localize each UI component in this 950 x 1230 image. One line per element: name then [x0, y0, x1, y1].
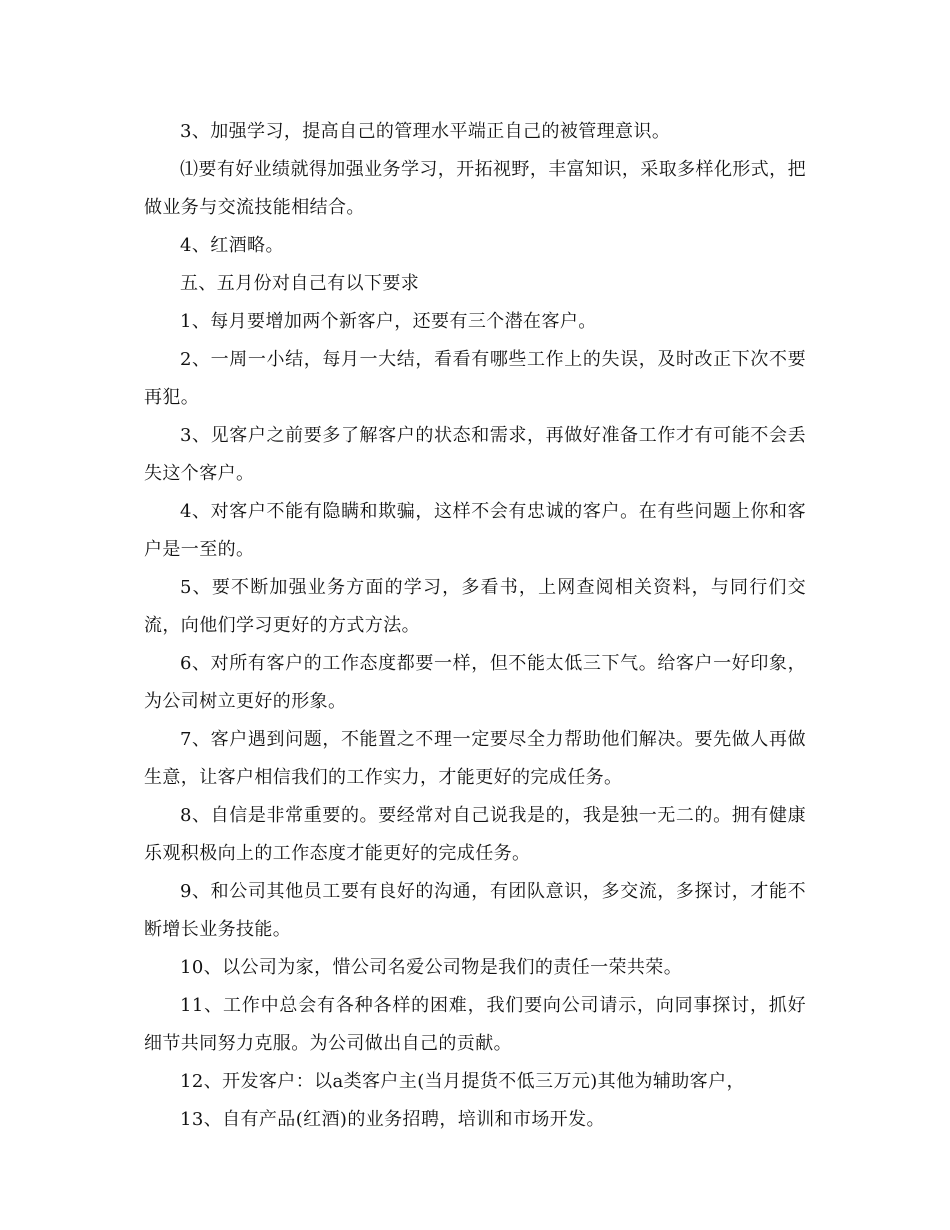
document-body: [144, 113, 806, 1139]
paragraph-9: 5、要不断加强业务方面的学习，多看书，上网查阅相关资料，与同行们交流，向他们学习更好的方式方法。: [144, 577, 806, 636]
paragraph-15: 11、工作中总会有各种各样的困难，我们要向公司请示，向同事探讨，抓好细节共同努力克服。为公司做出自己的贡献。: [144, 995, 806, 1054]
paragraph-16: 12、开发客户：以a类客户主(当月提货不低三万元)其他为辅助客户，: [180, 1071, 745, 1092]
paragraph-3: 4、红酒略。: [180, 235, 284, 256]
paragraph-6: 2、一周一小结，每月一大结，看看有哪些工作上的失误，及时改正下次不要再犯。: [144, 349, 806, 408]
paragraph-14: 10、以公司为家，惜公司名爱公司物是我们的责任一荣共荣。: [180, 957, 683, 978]
paragraph-13: 9、和公司其他员工要有良好的沟通，有团队意识，多交流，多探讨，才能不断增长业务技能。: [144, 881, 806, 940]
paragraph-11: 7、客户遇到问题，不能置之不理一定要尽全力帮助他们解决。要先做人再做生意，让客户相信我们的工作实力，才能更好的完成任务。: [144, 729, 806, 788]
paragraph-12: 8、自信是非常重要的。要经常对自己说我是的，我是独一无二的。拥有健康乐观积极向上的工作态度才能更好的完成任务。: [144, 805, 806, 864]
paragraph-5: 1、每月要增加两个新客户，还要有三个潜在客户。: [180, 311, 597, 332]
paragraph-8: 4、对客户不能有隐瞒和欺骗，这样不会有忠诚的客户。在有些问题上你和客户是一至的。: [144, 501, 806, 560]
paragraph-17: 13、自有产品(红酒)的业务招聘，培训和市场开发。: [180, 1109, 605, 1130]
paragraph-1: 3、加强学习，提高自己的管理水平端正自己的被管理意识。: [180, 121, 671, 142]
paragraph-7: 3、见客户之前要多了解客户的状态和需求，再做好准备工作才有可能不会丢失这个客户。: [144, 425, 806, 484]
paragraph-2: ⑴要有好业绩就得加强业务学习，开拓视野，丰富知识，采取多样化形式，把做业务与交流技能相结合。: [144, 159, 806, 218]
section-heading: 五、五月份对自己有以下要求: [180, 273, 420, 294]
paragraph-10: 6、对所有客户的工作态度都要一样，但不能太低三下气。给客户一好印象，为公司树立更好的形象。: [144, 653, 806, 712]
